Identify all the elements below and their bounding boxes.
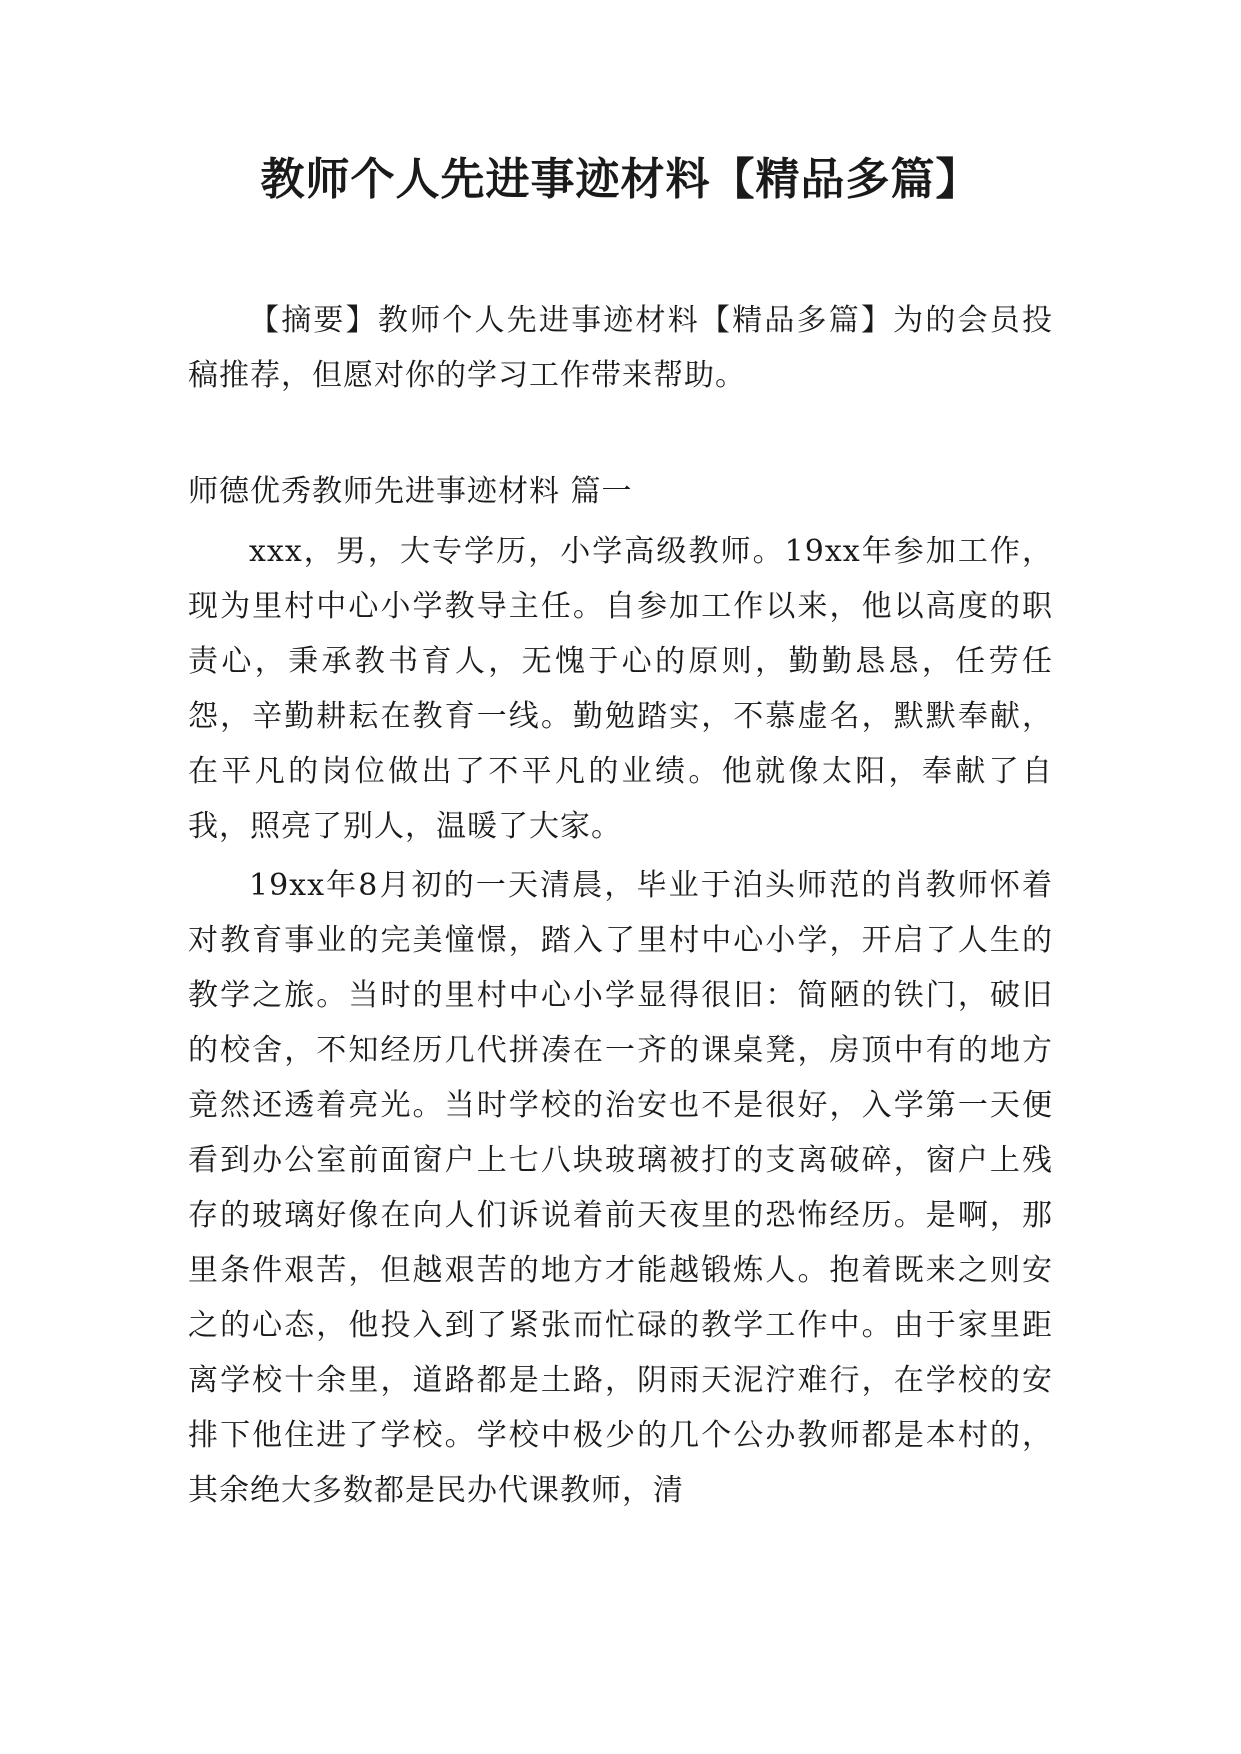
section-heading: 师德优秀教师先进事迹材料 篇一 xyxy=(188,474,633,509)
body-paragraph: 19xx年8月初的一天清晨，毕业于泊头师范的肖教师怀着对教育事业的完美憧憬，踏入了里村中心小学，开启了人生的教学之旅。当时的里村中心小学显得很旧：简陋的铁门，破旧的校舍，不知经历几代拼凑在一齐的课桌凳，房顶中有的地方竟然还透着亮光。当时学校的治安也不是很好，入学第一天便看到办公室前面窗户上七八块玻璃被打的支离破碎，窗户上残存的玻璃好像在向人们诉说着前天夜里的恐怖经历。是啊，那里条件艰苦，但越艰苦的地方才能越锻炼人。抱着既来之则安之的心态，他投入到了紧张而忙碌的教学工作中。由于家里距离学校十余里，道路都是土路，阴雨天泥泞难行，在学校的安排下他住进了学校。学校中极少的几个公办教师都是本村的，其余绝大多数都是民办代课教师，清 xyxy=(188,868,1053,1508)
document-title: 教师个人先进事迹材料【精品多篇】 xyxy=(260,154,981,205)
body-paragraph: xxx，男，大专学历，小学高级教师。19xx年参加工作，现为里村中心小学教导主任。自参加工作以来，他以高度的职责心，秉承教书育人，无愧于心的原则，勤勤恳恳，任劳任怨，辛勤耕耘在教育一线。勤勉踏实，不慕虚名，默默奉献，在平凡的岗位做出了不平凡的业绩。他就像太阳，奉献了自我，照亮了别人，温暖了大家。 xyxy=(188,534,1053,844)
abstract-paragraph: 【摘要】教师个人先进事迹材料【精品多篇】为的会员投稿推荐，但愿对你的学习工作带来帮助。 xyxy=(188,303,1053,393)
